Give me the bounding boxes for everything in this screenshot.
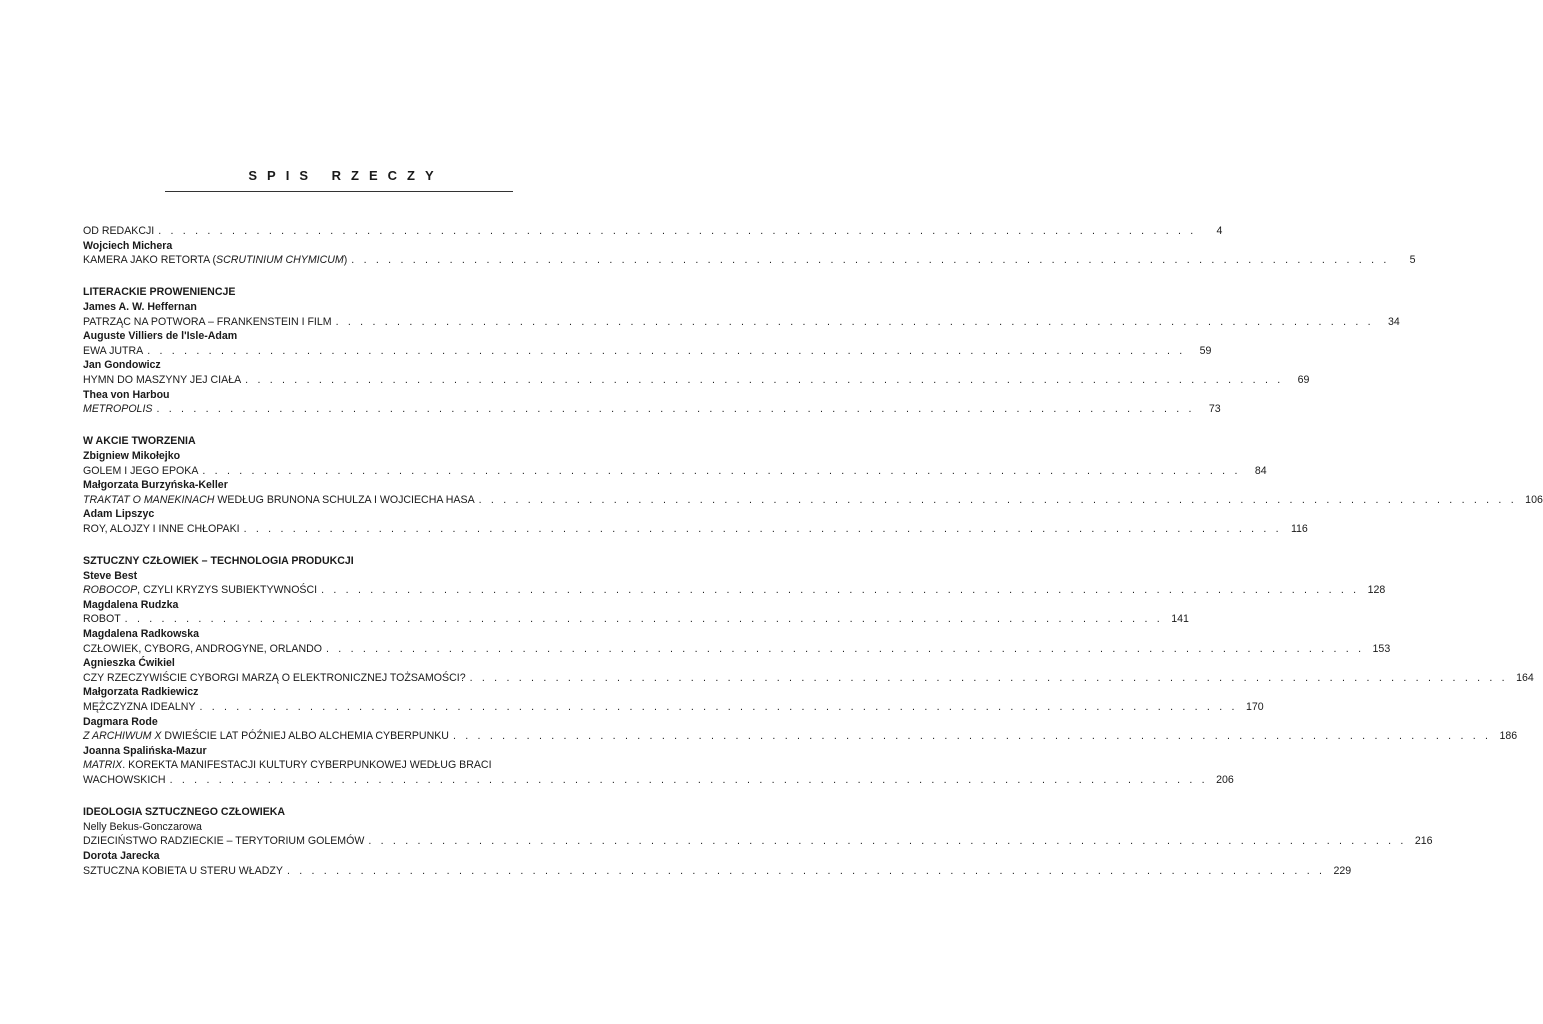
section-heading: W AKCIE TWORZENIA	[83, 435, 196, 448]
page-number: 216	[1414, 835, 1433, 848]
toc-section-literackie-prowenencje	[83, 285, 1400, 416]
page-number: 116	[1290, 522, 1308, 535]
entry-title: OD REDAKCJI	[83, 225, 155, 237]
author-name: Agnieszka Ćwikiel	[83, 657, 175, 670]
page-number: 153	[1372, 642, 1391, 655]
dot-leader: . . . . . . . . . . . . . . . . . . . . . . . . . . . . . . . . . . . . . . . . . . . . . . . . . . . . . . . . . . . . . . . . . . . . . . . . . . . . . . . . . . . . .	[469, 671, 1508, 684]
entry-title: ROBOCOP, CZYLI KRYZYS SUBIEKTYWNOŚCI	[83, 584, 318, 597]
toc-entry[interactable]	[83, 700, 1264, 715]
page-number: 4	[1216, 225, 1223, 237]
entry-title: EWA JUTRA	[83, 344, 144, 357]
dot-leader: . . . . . . . . . . . . . . . . . . . . . . . . . . . . . . . . . . . . . . . . . . . . . . . . . . . . . . . . . . . . . . . . . . . . . . . . . . . . . . . . . . . . .	[478, 493, 1517, 506]
author-name: Magdalena Rudzka	[83, 598, 179, 611]
page-number: 206	[1216, 773, 1234, 786]
page-title: SPIS RZECZY	[248, 168, 444, 183]
entry-title: SZTUCZNA KOBIETA U STERU WŁADZY	[83, 864, 283, 877]
toc-entry[interactable]	[83, 773, 1234, 788]
dot-leader: . . . . . . . . . . . . . . . . . . . . . . . . . . . . . . . . . . . . . . . . . . . . . . . . . . . . . . . . . . . . . . . . . . . . . . . . . . . . . . . . . . . . .	[124, 613, 1163, 626]
dot-leader: . . . . . . . . . . . . . . . . . . . . . . . . . . . . . . . . . . . . . . . . . . . . . . . . . . . . . . . . . . . . . . . . . . . . . . . . . . . . . . . . . . . . .	[245, 373, 1284, 386]
author-name: Dagmara Rode	[83, 715, 158, 728]
author-name: Auguste Villiers de l'Isle-Adam	[83, 330, 238, 343]
toc-section-sztuczny-czlowiek	[83, 554, 1534, 788]
page-number: 170	[1245, 701, 1264, 713]
toc-entry[interactable]	[83, 253, 1416, 268]
author-name: Thea von Harbou	[83, 388, 170, 401]
dot-leader: . . . . . . . . . . . . . . . . . . . . . . . . . . . . . . . . . . . . . . . . . . . . . . . . . . . . . . . . . . . . . . . . . . . . . . . . . . . . . . . . . . . . .	[156, 403, 1195, 416]
toc-section-ideologia	[83, 805, 1433, 878]
dot-leader: . . . . . . . . . . . . . . . . . . . . . . . . . . . . . . . . . . . . . . . . . . . . . . . . . . . . . . . . . . . . . . . . . . . . . . . . . . . . . . . . . . . . .	[199, 701, 1238, 713]
entry-title: TRAKTAT O MANEKINACH WEDŁUG BRUNONA SCHULZA I WOJCIECHA HASA	[83, 493, 475, 506]
entry-title: GOLEM I JEGO EPOKA	[83, 464, 199, 477]
author-name: Joanna Spalińska-Mazur	[83, 744, 207, 757]
toc-entry[interactable]	[83, 729, 1518, 744]
entry-title: MĘŻCZYZNA IDEALNY	[83, 701, 196, 713]
author-name: Dorota Jarecka	[83, 849, 160, 862]
dot-leader: . . . . . . . . . . . . . . . . . . . . . . . . . . . . . . . . . . . . . . . . . . . . . . . . . . . . . . . . . . . . . . . . . . . . . . . . . . . . . . . . . . . . .	[351, 254, 1390, 267]
author-name: Wojciech Michera	[83, 239, 173, 252]
page-number: 84	[1254, 464, 1267, 477]
toc-entry[interactable]	[83, 834, 1433, 849]
page-number: 59	[1199, 344, 1212, 357]
toc-entry[interactable]	[83, 464, 1267, 479]
entry-title-line-1[interactable]: MATRIX. KOREKTA MANIFESTACJI KULTURY CYBERPUNKOWEJ WEDŁUG BRACI	[83, 759, 492, 772]
toc-entry[interactable]	[83, 671, 1534, 686]
page-number: 128	[1367, 584, 1386, 597]
entry-title: CZŁOWIEK, CYBORG, ANDROGYNE, ORLANDO	[83, 642, 322, 655]
section-heading: LITERACKIE PROWENIENCJE	[83, 286, 236, 299]
page-number: 186	[1499, 730, 1518, 743]
dot-leader: . . . . . . . . . . . . . . . . . . . . . . . . . . . . . . . . . . . . . . . . . . . . . . . . . . . . . . . . . . . . . . . . . . . . . . . . . . . . . . . . . . . . .	[147, 344, 1186, 357]
dot-leader: . . . . . . . . . . . . . . . . . . . . . . . . . . . . . . . . . . . . . . . . . . . . . . . . . . . . . . . . . . . . . . . . . . . . . . . . . . . . . . . . . . . . .	[286, 864, 1326, 877]
author-name: Steve Best	[83, 569, 138, 582]
author-name: Adam Lipszyc	[83, 508, 155, 521]
page-number: 229	[1333, 864, 1352, 877]
entry-title: DZIECIŃSTWO RADZIECKIE – TERYTORIUM GOLEMÓW	[83, 835, 365, 848]
toc-section-w-akcie-tworzenia	[83, 434, 1543, 536]
author-name: Małgorzata Radkiewicz	[83, 686, 199, 699]
toc-entry[interactable]	[83, 224, 1223, 239]
dot-leader: . . . . . . . . . . . . . . . . . . . . . . . . . . . . . . . . . . . . . . . . . . . . . . . . . . . . . . . . . . . . . . . . . . . . . . . . . . . . . . . . . . . . .	[368, 835, 1407, 848]
author-name: Małgorzata Burzyńska-Keller	[83, 479, 228, 492]
page-number: 73	[1208, 403, 1221, 416]
toc-entry[interactable]	[83, 864, 1352, 879]
toc-entry[interactable]	[83, 612, 1189, 627]
toc-entry[interactable]	[83, 642, 1391, 657]
title-underline	[165, 191, 513, 192]
toc-entry[interactable]	[83, 522, 1308, 537]
entry-title: KAMERA JAKO RETORTA (SCRUTINIUM CHYMICUM)	[83, 254, 348, 267]
author-name: Magdalena Radkowska	[83, 628, 199, 641]
entry-title: ROBOT	[83, 613, 121, 626]
entry-title: PATRZĄC NA POTWORA – FRANKENSTEIN I FILM	[83, 315, 332, 328]
dot-leader: . . . . . . . . . . . . . . . . . . . . . . . . . . . . . . . . . . . . . . . . . . . . . . . . . . . . . . . . . . . . . . . . . . . . . . . . . . . . . . . . . . . . .	[169, 773, 1208, 786]
table-of-contents	[83, 224, 1543, 896]
entry-title: METROPOLIS	[83, 403, 153, 416]
page-number: 141	[1171, 613, 1189, 626]
author-name: Nelly Bekus-Gonczarowa	[83, 820, 202, 833]
section-heading: SZTUCZNY CZŁOWIEK – TECHNOLOGIA PRODUKCJI	[83, 555, 354, 568]
toc-entry[interactable]	[83, 493, 1543, 508]
author-name: James A. W. Heffernan	[83, 300, 197, 313]
page-number: 5	[1409, 254, 1416, 267]
dot-leader: . . . . . . . . . . . . . . . . . . . . . . . . . . . . . . . . . . . . . . . . . . . . . . . . . . . . . . . . . . . . . . . . . . . . . . . . . . . . . . . . . . . . .	[202, 464, 1241, 477]
toc-entry[interactable]	[83, 583, 1386, 598]
entry-title: CZY RZECZYWIŚCIE CYBORGI MARZĄ O ELEKTRONICZNEJ TOŻSAMOŚCI?	[83, 671, 466, 684]
section-heading: IDEOLOGIA SZTUCZNEGO CZŁOWIEKA	[83, 806, 286, 819]
toc-section-intro	[83, 224, 1416, 268]
entry-title: HYMN DO MASZYNY JEJ CIAŁA	[83, 373, 242, 386]
page-number: 34	[1388, 315, 1400, 328]
entry-title-line-2: WACHOWSKICH	[83, 773, 166, 786]
toc-entry[interactable]	[83, 315, 1400, 330]
page-number: 69	[1297, 373, 1310, 386]
page-number: 164	[1516, 671, 1534, 684]
toc-entry[interactable]	[83, 344, 1212, 359]
toc-entry[interactable]	[83, 402, 1221, 417]
author-name: Jan Gondowicz	[83, 359, 161, 372]
dot-leader: . . . . . . . . . . . . . . . . . . . . . . . . . . . . . . . . . . . . . . . . . . . . . . . . . . . . . . . . . . . . . . . . . . . . . . . . . . . . . . . . . . . . .	[326, 642, 1365, 655]
dot-leader: . . . . . . . . . . . . . . . . . . . . . . . . . . . . . . . . . . . . . . . . . . . . . . . . . . . . . . . . . . . . . . . . . . . . . . . . . . . . . . . . . . . . .	[243, 522, 1282, 535]
toc-entry[interactable]	[83, 373, 1310, 388]
author-name: Zbigniew Mikołejko	[83, 449, 181, 462]
dot-leader: . . . . . . . . . . . . . . . . . . . . . . . . . . . . . . . . . . . . . . . . . . . . . . . . . . . . . . . . . . . . . . . . . . . . . . . . . . . . . . . . . . . . .	[158, 225, 1197, 237]
page-number: 106	[1525, 493, 1543, 506]
dot-leader: . . . . . . . . . . . . . . . . . . . . . . . . . . . . . . . . . . . . . . . . . . . . . . . . . . . . . . . . . . . . . . . . . . . . . . . . . . . . . . . . . . . . .	[321, 584, 1360, 597]
dot-leader: . . . . . . . . . . . . . . . . . . . . . . . . . . . . . . . . . . . . . . . . . . . . . . . . . . . . . . . . . . . . . . . . . . . . . . . . . . . . . . . . . . . . .	[452, 730, 1492, 743]
dot-leader: . . . . . . . . . . . . . . . . . . . . . . . . . . . . . . . . . . . . . . . . . . . . . . . . . . . . . . . . . . . . . . . . . . . . . . . . . . . . . . . . . . . . .	[335, 315, 1374, 328]
entry-title: Z ARCHIWUM X DWIEŚCIE LAT PÓŹNIEJ ALBO ALCHEMIA CYBERPUNKU	[83, 730, 449, 743]
entry-title: ROY, ALOJZY I INNE CHŁOPAKI	[83, 522, 240, 535]
